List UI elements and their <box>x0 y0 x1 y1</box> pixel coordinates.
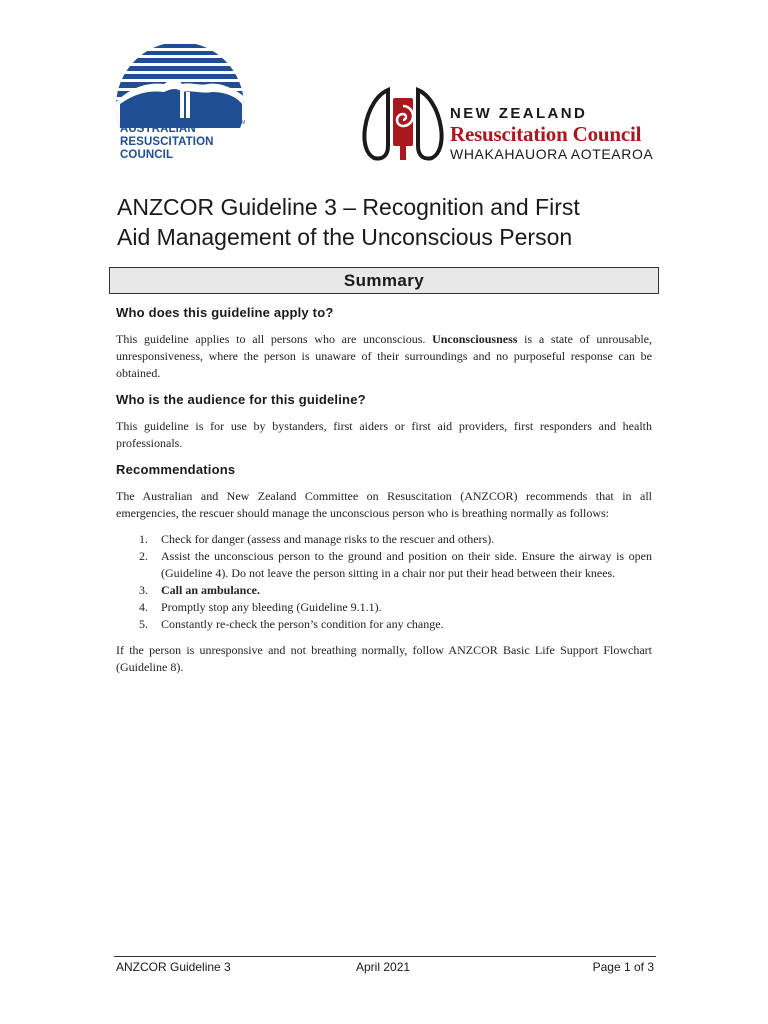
list-item-number: 3. <box>139 583 148 597</box>
apply-text-post: is a state of unrousable, unresponsiveness, where the person is unaware of their surroundings and no purposeful response can be obtained. <box>116 332 652 380</box>
list-item-number: 2. <box>139 549 148 563</box>
list-item-number: 5. <box>139 617 148 631</box>
summary-banner: Summary <box>109 267 659 294</box>
arc-wordmark-line-3: COUNCIL <box>120 149 174 161</box>
recommendations-list <box>116 531 652 633</box>
audience-paragraph: This guideline is for use by bystanders, first aiders or first aid providers, first responders and health professionals. <box>116 419 652 450</box>
recommendations-heading: Recommendations <box>116 462 236 477</box>
page-footer <box>114 956 656 974</box>
audience-heading: Who is the audience for this guideline? <box>116 392 366 407</box>
apply-paragraph <box>116 331 652 382</box>
list-item <box>116 531 652 548</box>
nz-lungs-emblem <box>360 84 446 166</box>
arc-emblem <box>112 38 248 128</box>
list-item <box>116 582 652 599</box>
list-item-text: Check for danger (assess and manage risks to the rescuer and others). <box>161 532 495 546</box>
footer-date: April 2021 <box>356 960 411 974</box>
arc-wordmark-line-1: AUSTRALIAN <box>120 123 196 135</box>
list-item <box>116 599 652 616</box>
footer-page-number: Page 1 of 3 <box>592 960 654 974</box>
document-title-line-1: ANZCOR Guideline 3 – Recognition and First <box>117 194 580 220</box>
list-item-number: 1. <box>139 532 148 546</box>
document-title <box>117 192 677 252</box>
list-item-text: Constantly re-check the person’s condition for any change. <box>161 617 444 631</box>
document-title-line-2: Aid Management of the Unconscious Person <box>117 224 573 250</box>
list-item-text: Promptly stop any bleeding (Guideline 9.1.1). <box>161 600 382 614</box>
nz-wordmark-line-2: Resuscitation Council <box>450 122 642 146</box>
apply-text-pre: This guideline applies to all persons who are unconscious. <box>116 332 433 346</box>
nz-resuscitation-council-logo <box>360 84 660 166</box>
list-item-text-emphasis: Call an ambulance. <box>161 583 261 597</box>
nz-wordmark-line-3: WHAKAHAUORA AOTEAROA <box>450 146 654 162</box>
australian-resuscitation-council-logo <box>112 38 252 168</box>
document-body <box>116 304 652 685</box>
list-item-number: 4. <box>139 600 148 614</box>
arc-trademark: TM <box>238 120 246 126</box>
nz-wordmark-line-1: NEW ZEALAND <box>450 105 588 122</box>
list-item <box>116 548 652 582</box>
footer-document-name: ANZCOR Guideline 3 <box>116 960 231 974</box>
arc-wordmark <box>120 123 214 162</box>
arc-wordmark-line-2: RESUSCITATION <box>120 136 214 148</box>
unconsciousness-term: Unconsciousness <box>432 332 518 346</box>
recommendations-intro: The Australian and New Zealand Committee on Resuscitation (ANZCOR) recommends that in all emergencies, the rescuer should manage the unconscious person who is breathing normally as follows: <box>116 489 652 520</box>
list-item-text: Assist the unconscious person to the ground and position on their side. Ensure the airway is open (Guideline 4). Do not leave the person sitting in a chair nor put their head between their knees. <box>161 549 652 580</box>
nz-wordmark <box>450 106 653 162</box>
list-item <box>116 616 652 633</box>
closing-paragraph: If the person is unresponsive and not breathing normally, follow ANZCOR Basic Life Support Flowchart (Guideline 8). <box>116 643 652 674</box>
apply-heading: Who does this guideline apply to? <box>116 305 334 320</box>
